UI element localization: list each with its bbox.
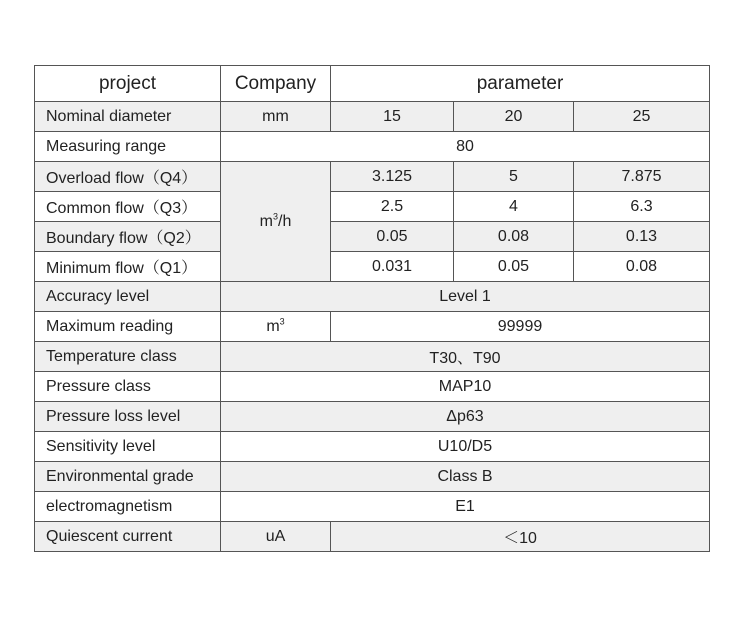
row-boundary-flow: [35, 222, 710, 252]
overload-flow-value-1: 3.125: [331, 162, 454, 192]
row-accuracy-level: [35, 282, 710, 312]
row-sensitivity-level: [35, 432, 710, 462]
boundary-flow-value-3: 0.13: [574, 222, 710, 252]
maximum-reading-value: 99999: [331, 312, 710, 342]
common-flow-value-2: 4: [454, 192, 574, 222]
flow-unit-sup: 3: [272, 211, 278, 222]
quiescent-current-unit: uA: [221, 522, 331, 552]
electromagnetism-label: electromagnetism: [35, 492, 221, 522]
header-company: Company: [221, 66, 331, 102]
flow-unit-suffix: /h: [278, 212, 292, 230]
common-flow-value-1: 2.5: [331, 192, 454, 222]
row-environmental-grade: [35, 462, 710, 492]
header-parameter: parameter: [331, 66, 710, 102]
maximum-reading-unit: [221, 312, 331, 342]
overload-flow-value-2: 5: [454, 162, 574, 192]
common-flow-value-3: 6.3: [574, 192, 710, 222]
boundary-flow-label: Boundary flow（Q2）: [35, 222, 221, 252]
row-nominal-diameter: [35, 102, 710, 132]
header-row: [35, 66, 710, 102]
measuring-range-value: 80: [221, 132, 710, 162]
minimum-flow-value-1: 0.031: [331, 252, 454, 282]
nominal-diameter-value-3: 25: [574, 102, 710, 132]
sensitivity-level-value: U10/D5: [221, 432, 710, 462]
maximum-reading-label: Maximum reading: [35, 312, 221, 342]
pressure-loss-level-value: Δp63: [221, 402, 710, 432]
electromagnetism-value: E1: [221, 492, 710, 522]
sensitivity-level-label: Sensitivity level: [35, 432, 221, 462]
row-maximum-reading: [35, 312, 710, 342]
row-pressure-loss-level: [35, 402, 710, 432]
row-overload-flow: [35, 162, 710, 192]
flow-unit-base: m: [259, 212, 273, 230]
row-measuring-range: [35, 132, 710, 162]
nominal-diameter-value-1: 15: [331, 102, 454, 132]
environmental-grade-value: Class B: [221, 462, 710, 492]
accuracy-level-value: Level 1: [221, 282, 710, 312]
quiescent-current-label: Quiescent current: [35, 522, 221, 552]
measuring-range-label: Measuring range: [35, 132, 221, 162]
row-common-flow: [35, 192, 710, 222]
quiescent-current-value: ＜10: [331, 522, 710, 552]
overload-flow-label: Overload flow（Q4）: [35, 162, 221, 192]
row-electromagnetism: [35, 492, 710, 522]
common-flow-label: Common flow（Q3）: [35, 192, 221, 222]
boundary-flow-value-2: 0.08: [454, 222, 574, 252]
temperature-class-label: Temperature class: [35, 342, 221, 372]
overload-flow-value-3: 7.875: [574, 162, 710, 192]
header-project: project: [35, 66, 221, 102]
maximum-reading-unit-sup: 3: [279, 316, 285, 327]
row-quiescent-current: [35, 522, 710, 552]
row-pressure-class: [35, 372, 710, 402]
temperature-class-value: T30、T90: [221, 342, 710, 372]
pressure-class-value: MAP10: [221, 372, 710, 402]
pressure-class-label: Pressure class: [35, 372, 221, 402]
minimum-flow-value-2: 0.05: [454, 252, 574, 282]
maximum-reading-unit-base: m: [266, 317, 280, 335]
specification-table: [34, 65, 710, 552]
nominal-diameter-unit: mm: [221, 102, 331, 132]
environmental-grade-label: Environmental grade: [35, 462, 221, 492]
nominal-diameter-value-2: 20: [454, 102, 574, 132]
pressure-loss-level-label: Pressure loss level: [35, 402, 221, 432]
row-minimum-flow: [35, 252, 710, 282]
flow-unit-cell: [221, 162, 331, 282]
nominal-diameter-label: Nominal diameter: [35, 102, 221, 132]
boundary-flow-value-1: 0.05: [331, 222, 454, 252]
minimum-flow-value-3: 0.08: [574, 252, 710, 282]
row-temperature-class: [35, 342, 710, 372]
accuracy-level-label: Accuracy level: [35, 282, 221, 312]
minimum-flow-label: Minimum flow（Q1）: [35, 252, 221, 282]
